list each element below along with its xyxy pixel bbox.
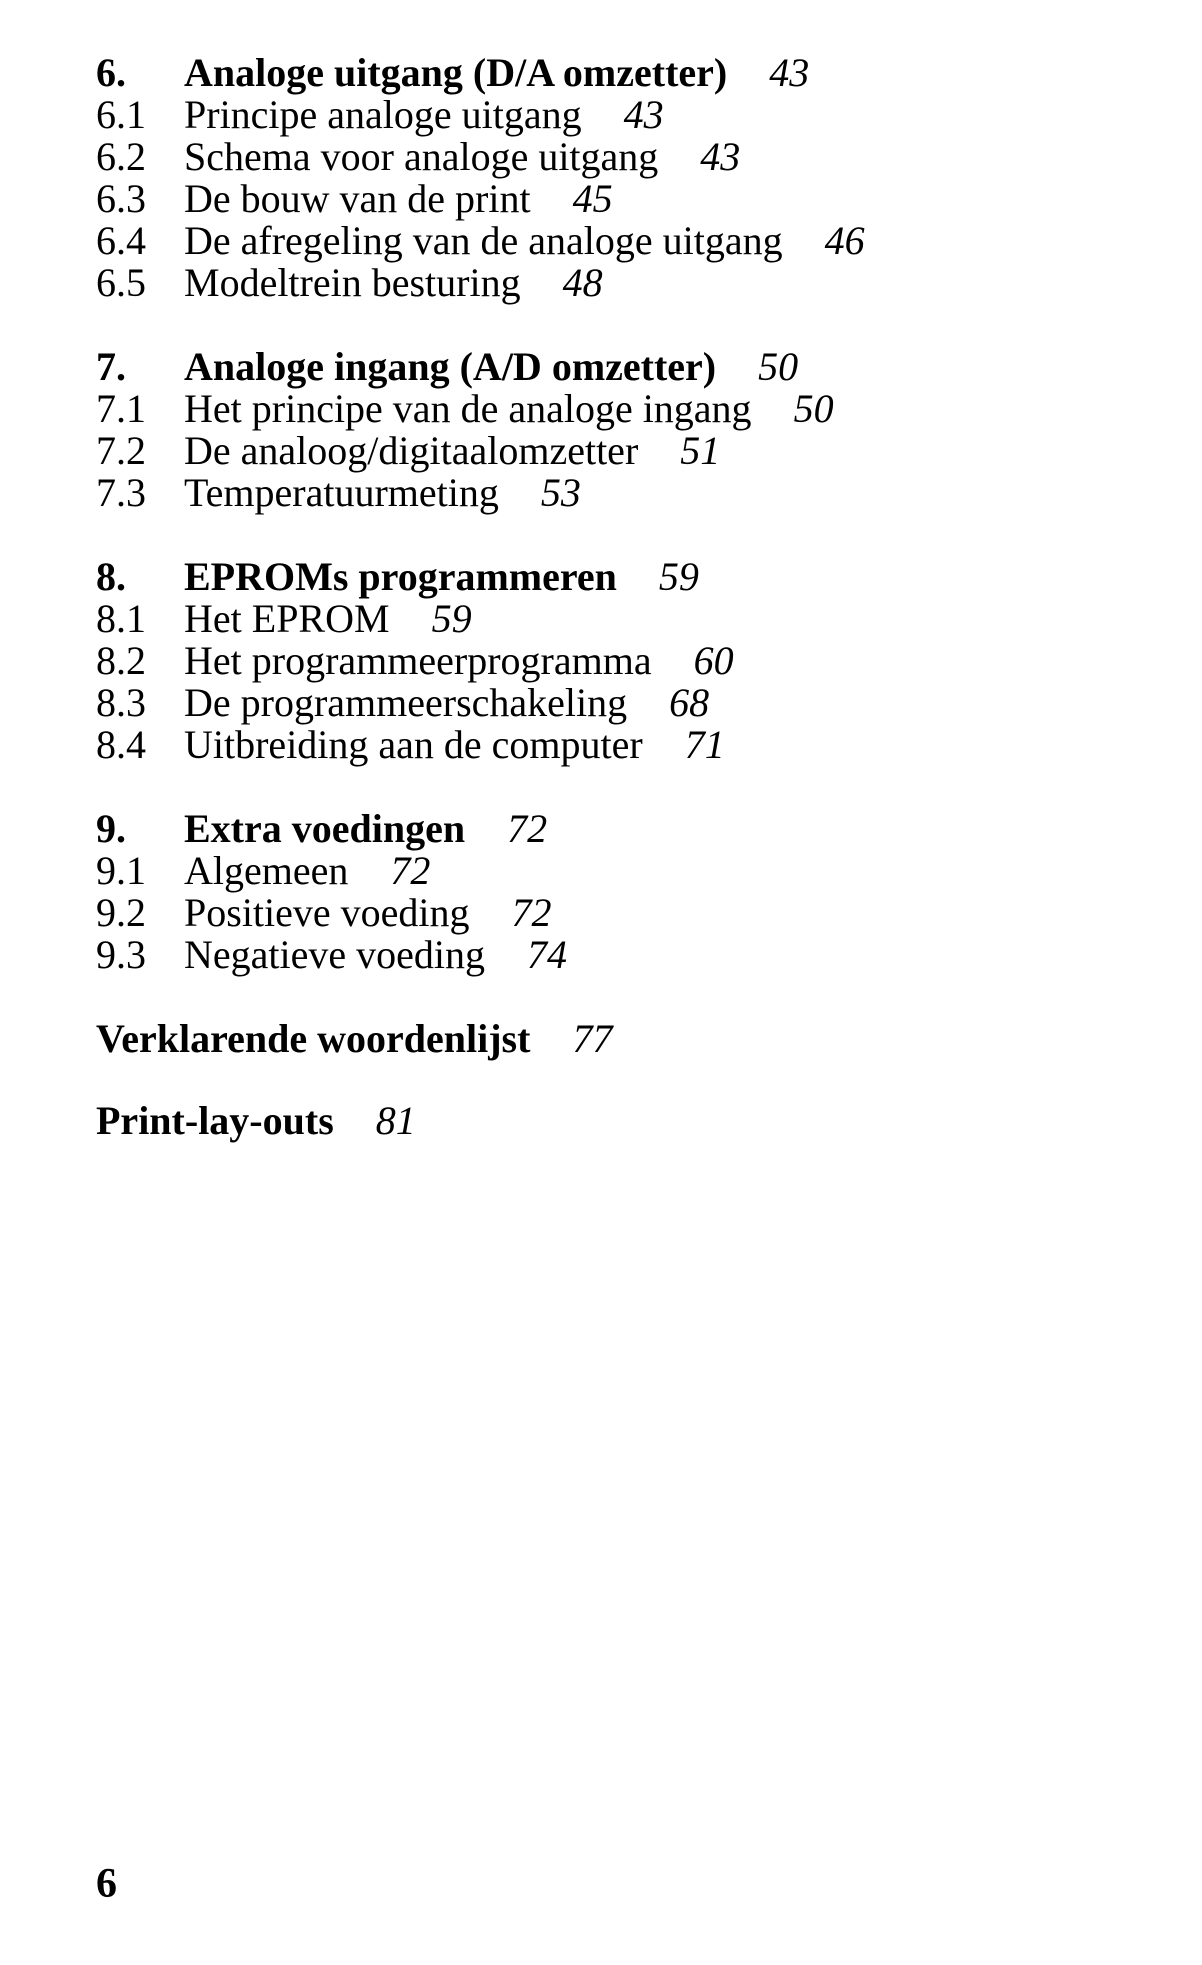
toc-glossary xyxy=(96,1018,1146,1060)
toc-entry-number: 9.1 xyxy=(96,848,146,893)
toc-entry-page: 74 xyxy=(527,932,567,977)
toc-entry-title: Positieve voeding xyxy=(184,890,470,935)
toc-entry-title: Principe analoge uitgang xyxy=(184,92,582,137)
toc-entry-title: Het principe van de analoge ingang xyxy=(184,386,752,431)
toc-heading-title: Analoge ingang (A/D omzetter) xyxy=(184,344,717,389)
toc-extra-page: 81 xyxy=(375,1098,416,1143)
toc-entry-title: Schema voor analoge uitgang xyxy=(184,134,659,179)
toc-entry-title: Het programmeerprogramma xyxy=(184,638,652,683)
toc-entry-page: 45 xyxy=(572,176,613,221)
toc-entry-page: 72 xyxy=(390,848,431,893)
toc-entry-page: 50 xyxy=(793,386,834,431)
toc-entry xyxy=(96,724,1146,766)
toc-heading-page: 43 xyxy=(769,50,810,95)
toc-extra-page: 77 xyxy=(572,1016,613,1061)
toc-entry-title: Modeltrein besturing xyxy=(184,260,521,305)
toc-entry-title: De programmeerschakeling xyxy=(184,680,628,725)
toc-entry xyxy=(96,136,1146,178)
toc-entry-number: 7.2 xyxy=(96,428,146,473)
toc-section-7 xyxy=(96,346,1146,514)
page-number: 6 xyxy=(96,1861,117,1907)
toc-entry-page: 43 xyxy=(700,134,741,179)
toc-entry-page: 59 xyxy=(431,596,472,641)
toc-entry-number: 8.3 xyxy=(96,680,146,725)
toc-section-9 xyxy=(96,808,1146,976)
toc-entry-title: Uitbreiding aan de computer xyxy=(184,722,643,767)
toc-entry xyxy=(96,472,1146,514)
toc-entry-page: 46 xyxy=(824,218,865,263)
toc-heading-number: 8. xyxy=(96,554,126,599)
toc-entry-title: De bouw van de print xyxy=(184,176,531,221)
toc-entry-number: 6.4 xyxy=(96,218,146,263)
toc-entry-page: 72 xyxy=(511,890,552,935)
toc-heading-page: 72 xyxy=(507,806,548,851)
toc-entry-number: 9.3 xyxy=(96,932,146,977)
toc-entry xyxy=(96,430,1146,472)
toc-extra-entry xyxy=(96,1100,1146,1142)
toc-print-layouts xyxy=(96,1100,1146,1142)
toc-heading-number: 6. xyxy=(96,50,126,95)
toc-extra-title: Verklarende woordenlijst xyxy=(96,1016,531,1061)
toc-entry-number: 7.1 xyxy=(96,386,146,431)
toc-entry-number: 6.1 xyxy=(96,92,146,137)
toc-entry-title: De analoog/digitaalomzetter xyxy=(184,428,639,473)
toc-entry xyxy=(96,682,1146,724)
toc-heading-page: 59 xyxy=(658,554,699,599)
toc-entry-title: Negatieve voeding xyxy=(184,932,485,977)
toc-entry xyxy=(96,892,1146,934)
toc-entry-title: Het EPROM xyxy=(184,596,390,641)
toc-entry-title: Temperatuurmeting xyxy=(184,470,499,515)
toc-entry-number: 9.2 xyxy=(96,890,146,935)
toc-entry-number: 8.4 xyxy=(96,722,146,767)
toc-entry-number: 8.1 xyxy=(96,596,146,641)
toc-entry-page: 43 xyxy=(623,92,664,137)
toc-heading xyxy=(96,346,1146,388)
toc-heading-page: 50 xyxy=(758,344,799,389)
toc-extra-entry xyxy=(96,1018,1146,1060)
toc-heading-title: Analoge uitgang (D/A omzetter) xyxy=(184,50,728,95)
toc-entry xyxy=(96,850,1146,892)
toc-entry-page: 71 xyxy=(684,722,725,767)
toc-heading-title: EPROMs programmeren xyxy=(184,554,617,599)
toc-entry-page: 51 xyxy=(680,428,721,473)
toc-extra-title: Print-lay-outs xyxy=(96,1098,334,1143)
toc-section-6 xyxy=(96,52,1146,304)
toc-entry-number: 8.2 xyxy=(96,638,146,683)
toc-entry xyxy=(96,220,1146,262)
toc-entry-page: 53 xyxy=(540,470,581,515)
toc-entry-number: 6.5 xyxy=(96,260,146,305)
toc-entry-page: 48 xyxy=(562,260,603,305)
toc-entry xyxy=(96,94,1146,136)
toc-entry xyxy=(96,178,1146,220)
toc-heading xyxy=(96,556,1146,598)
toc-entry-page: 60 xyxy=(693,638,734,683)
toc-entry xyxy=(96,388,1146,430)
toc-section-8 xyxy=(96,556,1146,766)
toc-entry-title: De afregeling van de analoge uitgang xyxy=(184,218,783,263)
toc-entry xyxy=(96,640,1146,682)
toc-heading-number: 7. xyxy=(96,344,126,389)
toc-entry-number: 6.3 xyxy=(96,176,146,221)
toc-heading-title: Extra voedingen xyxy=(184,806,466,851)
toc-entry xyxy=(96,598,1146,640)
toc-entry xyxy=(96,262,1146,304)
toc-entry xyxy=(96,934,1146,976)
toc-entry-number: 6.2 xyxy=(96,134,146,179)
toc-entry-title: Algemeen xyxy=(184,848,349,893)
toc-heading-number: 9. xyxy=(96,806,126,851)
table-of-contents xyxy=(96,52,1146,1182)
toc-heading xyxy=(96,808,1146,850)
toc-entry-page: 68 xyxy=(669,680,710,725)
toc-entry-number: 7.3 xyxy=(96,470,146,515)
toc-heading xyxy=(96,52,1146,94)
